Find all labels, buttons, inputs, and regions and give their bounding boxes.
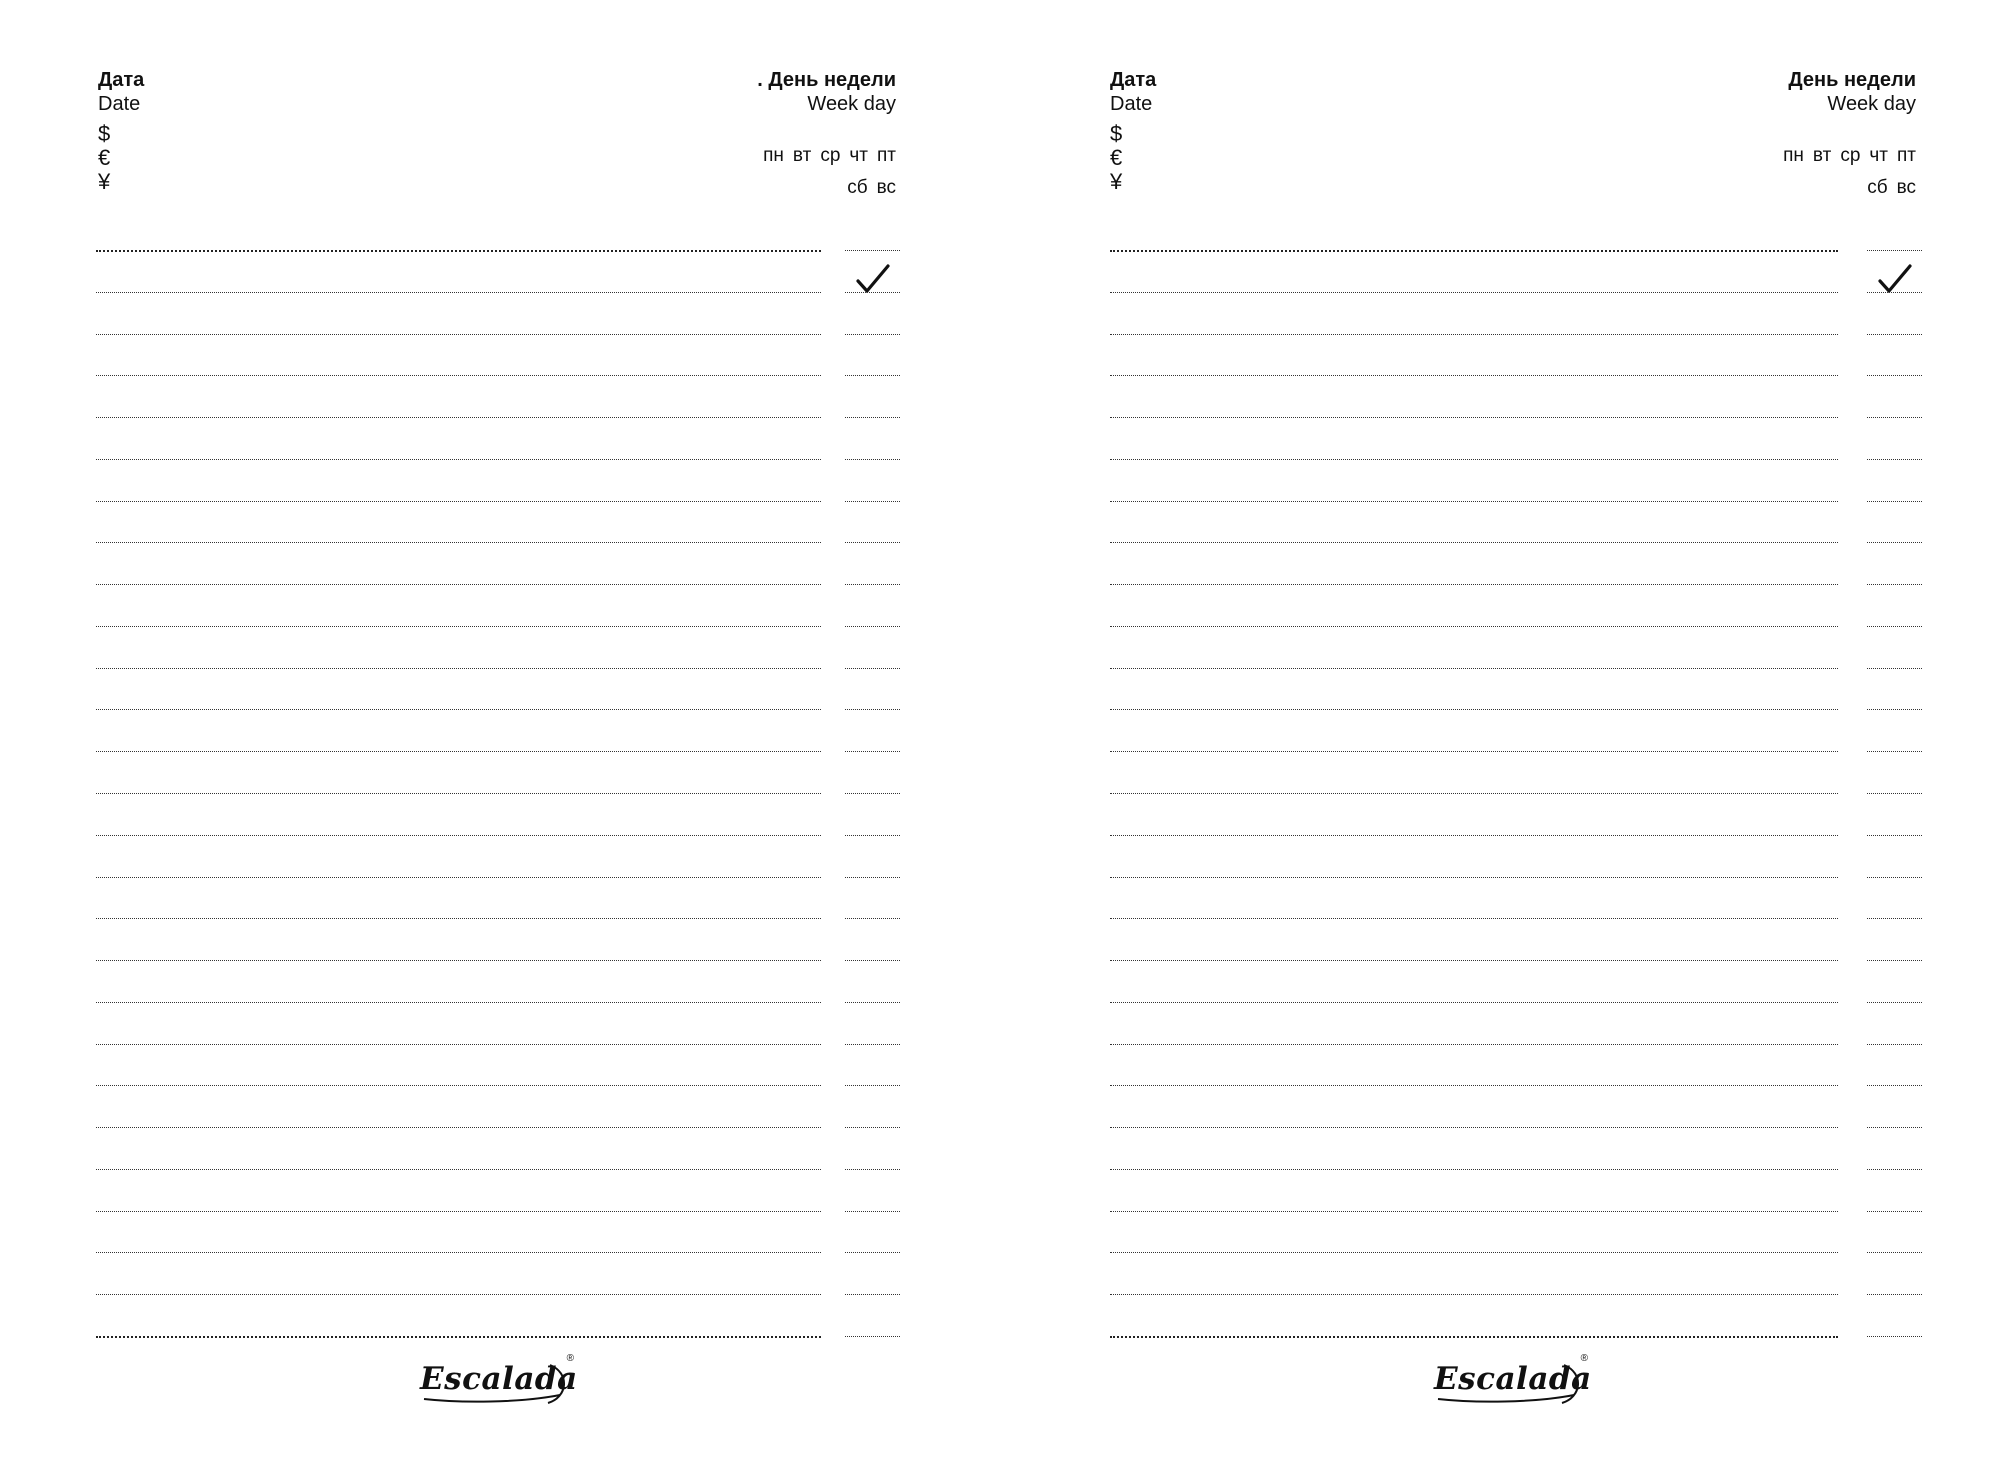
writing-line[interactable] bbox=[1110, 334, 1838, 335]
writing-line[interactable] bbox=[96, 417, 821, 418]
writing-line[interactable] bbox=[1110, 1252, 1838, 1253]
writing-line[interactable] bbox=[96, 709, 821, 710]
check-line[interactable] bbox=[1867, 1294, 1922, 1295]
writing-line[interactable] bbox=[96, 292, 821, 293]
check-line[interactable] bbox=[845, 709, 900, 710]
weekday-row-1 bbox=[754, 140, 896, 172]
date-label-ru: Дата bbox=[1110, 69, 1157, 91]
day-sun[interactable]: вс bbox=[1896, 177, 1916, 198]
currency-euro: € bbox=[98, 145, 111, 170]
check-line[interactable] bbox=[845, 1044, 900, 1045]
writing-line[interactable] bbox=[96, 1085, 821, 1086]
check-line[interactable] bbox=[1867, 1169, 1922, 1170]
date-block bbox=[1110, 68, 1156, 194]
check-line[interactable] bbox=[845, 1169, 900, 1170]
writing-line[interactable] bbox=[96, 793, 821, 794]
check-line[interactable] bbox=[1867, 960, 1922, 961]
currency-euro: € bbox=[1110, 145, 1123, 170]
writing-line[interactable] bbox=[96, 960, 821, 961]
writing-line[interactable] bbox=[1110, 751, 1838, 752]
writing-line[interactable] bbox=[96, 1294, 821, 1295]
registered-mark: ® bbox=[1580, 1353, 1588, 1364]
checkmark-icon bbox=[1878, 264, 1912, 294]
writing-line[interactable] bbox=[96, 1252, 821, 1253]
writing-line[interactable] bbox=[1110, 626, 1838, 627]
day-tue[interactable]: вт bbox=[1812, 145, 1832, 166]
writing-line[interactable] bbox=[1110, 960, 1838, 961]
writing-line[interactable] bbox=[96, 584, 821, 585]
check-line[interactable] bbox=[1867, 877, 1922, 878]
writing-line[interactable] bbox=[1110, 1127, 1838, 1128]
writing-line[interactable] bbox=[96, 459, 821, 460]
writing-line[interactable] bbox=[96, 1002, 821, 1003]
check-line[interactable] bbox=[845, 459, 900, 460]
check-line[interactable] bbox=[1867, 626, 1922, 627]
check-line[interactable] bbox=[845, 1294, 900, 1295]
writing-line[interactable] bbox=[1110, 459, 1838, 460]
date-label-en: Date bbox=[1110, 93, 1153, 115]
weekday-options bbox=[1774, 140, 1916, 204]
writing-line[interactable] bbox=[1110, 250, 1838, 252]
writing-line[interactable] bbox=[1110, 584, 1838, 585]
writing-line[interactable] bbox=[96, 751, 821, 752]
planner-page-right bbox=[1000, 0, 2000, 1477]
weekday-label-en: Week day bbox=[1827, 93, 1916, 115]
check-line[interactable] bbox=[845, 1085, 900, 1086]
writing-line[interactable] bbox=[96, 835, 821, 836]
writing-line[interactable] bbox=[1110, 918, 1838, 919]
ruled-lines bbox=[1110, 250, 1922, 1340]
check-line[interactable] bbox=[845, 1336, 900, 1337]
writing-line[interactable] bbox=[1110, 1085, 1838, 1086]
writing-line[interactable] bbox=[96, 918, 821, 919]
check-line[interactable] bbox=[1867, 1336, 1922, 1337]
writing-line[interactable] bbox=[1110, 542, 1838, 543]
check-line[interactable] bbox=[845, 375, 900, 376]
check-line[interactable] bbox=[845, 1127, 900, 1128]
currency-yen: ¥ bbox=[1110, 169, 1123, 194]
currency-dollar: $ bbox=[98, 121, 111, 146]
writing-line[interactable] bbox=[96, 877, 821, 878]
check-line[interactable] bbox=[845, 542, 900, 543]
writing-line[interactable] bbox=[96, 501, 821, 502]
day-sat[interactable]: сб bbox=[847, 177, 868, 198]
brand-logo bbox=[420, 1353, 578, 1411]
weekday-row-2 bbox=[754, 172, 896, 204]
check-line[interactable] bbox=[845, 751, 900, 752]
weekday-block bbox=[1774, 68, 1916, 204]
logo-swash-icon bbox=[420, 1355, 578, 1411]
writing-line[interactable] bbox=[96, 334, 821, 335]
check-line[interactable] bbox=[1867, 1252, 1922, 1253]
check-line[interactable] bbox=[1867, 250, 1922, 251]
check-line[interactable] bbox=[1867, 1002, 1922, 1003]
currency-dollar: $ bbox=[1110, 121, 1123, 146]
weekday-row-1 bbox=[1774, 140, 1916, 172]
day-wed[interactable]: ср bbox=[1840, 145, 1861, 166]
check-line[interactable] bbox=[1867, 542, 1922, 543]
writing-line[interactable] bbox=[96, 1336, 821, 1338]
check-line[interactable] bbox=[845, 292, 900, 293]
writing-line[interactable] bbox=[1110, 1002, 1838, 1003]
check-line[interactable] bbox=[1867, 835, 1922, 836]
date-label-ru: Дата bbox=[98, 69, 145, 91]
check-line[interactable] bbox=[1867, 793, 1922, 794]
check-line[interactable] bbox=[845, 877, 900, 878]
check-line[interactable] bbox=[845, 918, 900, 919]
writing-line[interactable] bbox=[96, 1169, 821, 1170]
writing-line[interactable] bbox=[96, 1044, 821, 1045]
check-line[interactable] bbox=[845, 960, 900, 961]
writing-line[interactable] bbox=[96, 250, 821, 252]
check-line[interactable] bbox=[845, 1002, 900, 1003]
writing-line[interactable] bbox=[96, 375, 821, 376]
writing-line[interactable] bbox=[1110, 709, 1838, 710]
check-line[interactable] bbox=[1867, 292, 1922, 293]
check-line[interactable] bbox=[1867, 584, 1922, 585]
date-block bbox=[98, 68, 144, 194]
check-line[interactable] bbox=[845, 793, 900, 794]
check-line[interactable] bbox=[1867, 668, 1922, 669]
writing-line[interactable] bbox=[96, 668, 821, 669]
day-mon[interactable]: пн bbox=[763, 145, 784, 166]
check-line[interactable] bbox=[845, 668, 900, 669]
writing-line[interactable] bbox=[1110, 1211, 1838, 1212]
writing-line[interactable] bbox=[1110, 793, 1838, 794]
writing-line[interactable] bbox=[1110, 1044, 1838, 1045]
check-line[interactable] bbox=[845, 1211, 900, 1212]
writing-line[interactable] bbox=[96, 626, 821, 627]
check-line[interactable] bbox=[845, 501, 900, 502]
weekday-label-ru: . День недели bbox=[757, 69, 896, 91]
date-label-en: Date bbox=[98, 93, 141, 115]
check-line[interactable] bbox=[1867, 334, 1922, 335]
writing-line[interactable] bbox=[1110, 1294, 1838, 1295]
checkmark-icon bbox=[856, 264, 890, 294]
check-line[interactable] bbox=[1867, 1044, 1922, 1045]
currency-list bbox=[98, 122, 144, 194]
weekday-label-ru: День недели bbox=[1788, 69, 1916, 91]
check-line[interactable] bbox=[1867, 751, 1922, 752]
weekday-label-en: Week day bbox=[807, 93, 896, 115]
writing-line[interactable] bbox=[96, 1211, 821, 1212]
day-fri[interactable]: пт bbox=[1897, 145, 1916, 166]
writing-line[interactable] bbox=[96, 542, 821, 543]
check-line[interactable] bbox=[1867, 1127, 1922, 1128]
brand-name: Escalada bbox=[1434, 1361, 1592, 1397]
day-wed[interactable]: ср bbox=[820, 145, 841, 166]
check-line[interactable] bbox=[1867, 375, 1922, 376]
check-line[interactable] bbox=[845, 584, 900, 585]
day-thu[interactable]: чт bbox=[1869, 145, 1888, 166]
check-line[interactable] bbox=[1867, 1085, 1922, 1086]
check-line[interactable] bbox=[1867, 501, 1922, 502]
currency-list bbox=[1110, 122, 1156, 194]
day-tue[interactable]: вт bbox=[792, 145, 812, 166]
weekday-row-2 bbox=[1774, 172, 1916, 204]
ruled-lines bbox=[96, 250, 900, 1340]
check-line[interactable] bbox=[845, 250, 900, 251]
logo-swash-icon bbox=[1434, 1355, 1592, 1411]
check-line[interactable] bbox=[1867, 709, 1922, 710]
writing-line[interactable] bbox=[1110, 835, 1838, 836]
day-sat[interactable]: сб bbox=[1867, 177, 1888, 198]
day-fri[interactable]: пт bbox=[877, 145, 896, 166]
writing-line[interactable] bbox=[1110, 501, 1838, 502]
writing-line[interactable] bbox=[1110, 1336, 1838, 1338]
day-mon[interactable]: пн bbox=[1783, 145, 1804, 166]
writing-line[interactable] bbox=[1110, 1169, 1838, 1170]
brand-name: Escalada bbox=[420, 1361, 578, 1397]
check-line[interactable] bbox=[845, 334, 900, 335]
check-line[interactable] bbox=[1867, 918, 1922, 919]
day-thu[interactable]: чт bbox=[849, 145, 868, 166]
writing-line[interactable] bbox=[1110, 668, 1838, 669]
check-line[interactable] bbox=[845, 1252, 900, 1253]
day-sun[interactable]: вс bbox=[876, 177, 896, 198]
weekday-options bbox=[754, 140, 896, 204]
writing-line[interactable] bbox=[1110, 292, 1838, 293]
writing-line[interactable] bbox=[1110, 375, 1838, 376]
registered-mark: ® bbox=[566, 1353, 574, 1364]
check-line[interactable] bbox=[845, 626, 900, 627]
writing-line[interactable] bbox=[1110, 417, 1838, 418]
weekday-block bbox=[754, 68, 896, 204]
check-line[interactable] bbox=[1867, 1211, 1922, 1212]
writing-line[interactable] bbox=[1110, 877, 1838, 878]
writing-line[interactable] bbox=[96, 1127, 821, 1128]
check-line[interactable] bbox=[1867, 417, 1922, 418]
check-line[interactable] bbox=[1867, 459, 1922, 460]
check-line[interactable] bbox=[845, 835, 900, 836]
check-line[interactable] bbox=[845, 417, 900, 418]
brand-logo bbox=[1434, 1353, 1592, 1411]
currency-yen: ¥ bbox=[98, 169, 111, 194]
